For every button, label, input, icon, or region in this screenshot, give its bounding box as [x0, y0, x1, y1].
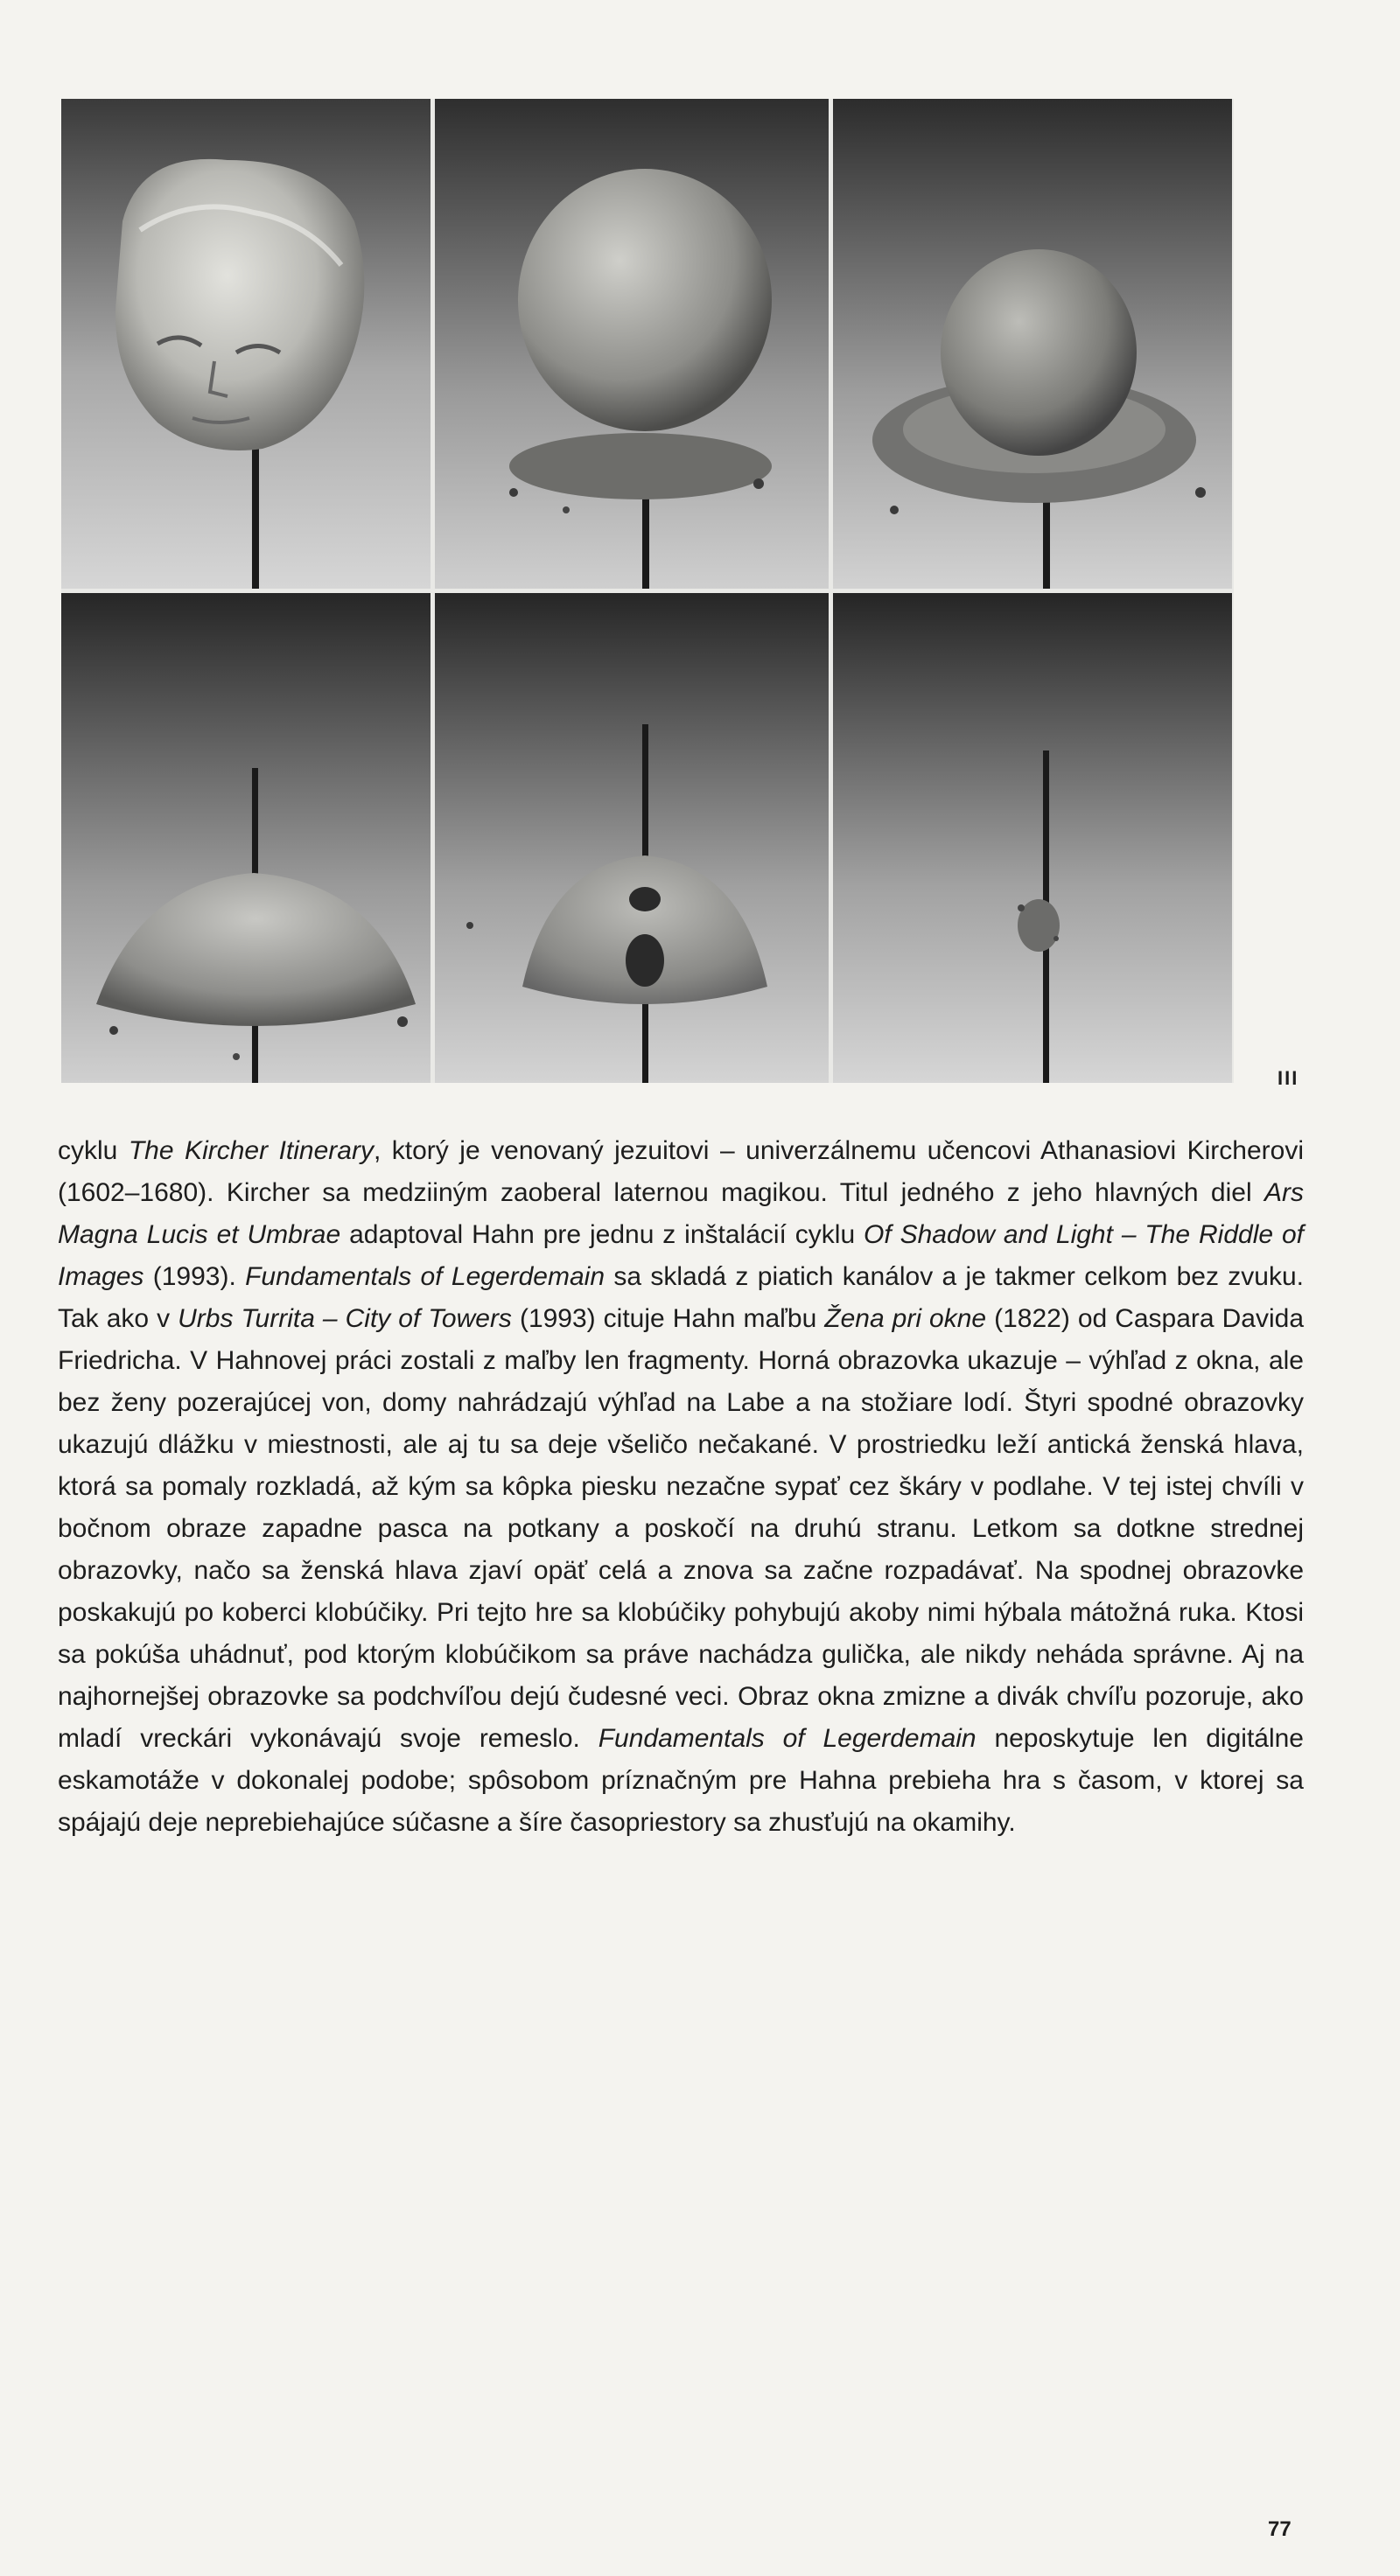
photo-panel-last-grains — [833, 593, 1232, 1083]
body-paragraph: cyklu The Kircher Itinerary, ktorý je venovaný jezuitovi – univerzálnemu učencovi Athanasiovi Kircherovi (1602–1680). Kircher sa medziiným zaoberal laternou magikou. Titul jedného z jeho hlavných diel Ars Magna Lucis et Umbrae adaptoval Hahn pre jednu z inštalácií cyklu Of Shadow and Light – The Riddle of Images (1993). Fundamentals of Legerdemain sa skladá z piatich kanálov a je takmer celkom bez zvuku. Tak ako v Urbs Turrita – City of Towers (1993) cituje Hahn maľbu Žena pri okne (1822) od Caspara Davida Friedricha. V Hahnovej práci zostali z maľby len fragmenty. Horná obrazovka ukazuje – výhľad z okna, ale bez ženy pozerajúcej von, domy nahrádzajú výhľad na Labe a na stožiare lodí. Štyri spodné obrazovky ukazujú dlážku v miestnosti, ale aj tu sa deje všeličo nečakané. V prostriedku leží antická ženská hlava, ktorá sa pomaly rozkladá, až kým sa kôpka piesku nezačne sypať cez škáry v podlahe. V tej istej chvíli v bočnom obraze zapadne pasca na potkany a poskočí na druhú stranu. Letkom sa dotkne strednej obrazovky, načo sa ženská hlava zjaví opäť celá a znova sa začne rozpadávať. Na spodnej obrazovke poskakujú po koberci klobúčiky. Pri tejto hre sa klobúčiky pohybujú akoby nimi hýbala mátožná ruka. Ktosi sa pokúša uhádnuť, pod ktorým klobúčikom sa práve nachádza gulička, ale nikdy neháda správne. Aj na najhornejšej obrazovke sa podchvíľou dejú čudesné veci. Obraz okna zmizne a divák chvíľu pozoruje, ako mladí vreckári vykonávajú svoje remeslo. Fundamentals of Legerdemain neposkytuje len digitálne eskamotáže v dokonalej podobe; spôsobom príznačným pre Hahna prebieha hra s časom, v ktorej sa spájajú deje neprebiehajúce súčasne a šíre časopriestory sa zhusťujú na okamihy. — [58, 1136, 1305, 1837]
photo-panel-rounded-head — [435, 99, 829, 589]
photo-panel-sand-heap — [61, 593, 430, 1083]
photo-panel-head — [61, 99, 430, 589]
photo-sequence-grid — [61, 99, 1234, 1083]
page-number: 77 — [1268, 2517, 1292, 2541]
photo-panel-heap-falling — [435, 593, 829, 1083]
photo-panel-small-head — [833, 99, 1232, 589]
body-text — [58, 1130, 1304, 1844]
figure-number: III — [1278, 1067, 1299, 1089]
